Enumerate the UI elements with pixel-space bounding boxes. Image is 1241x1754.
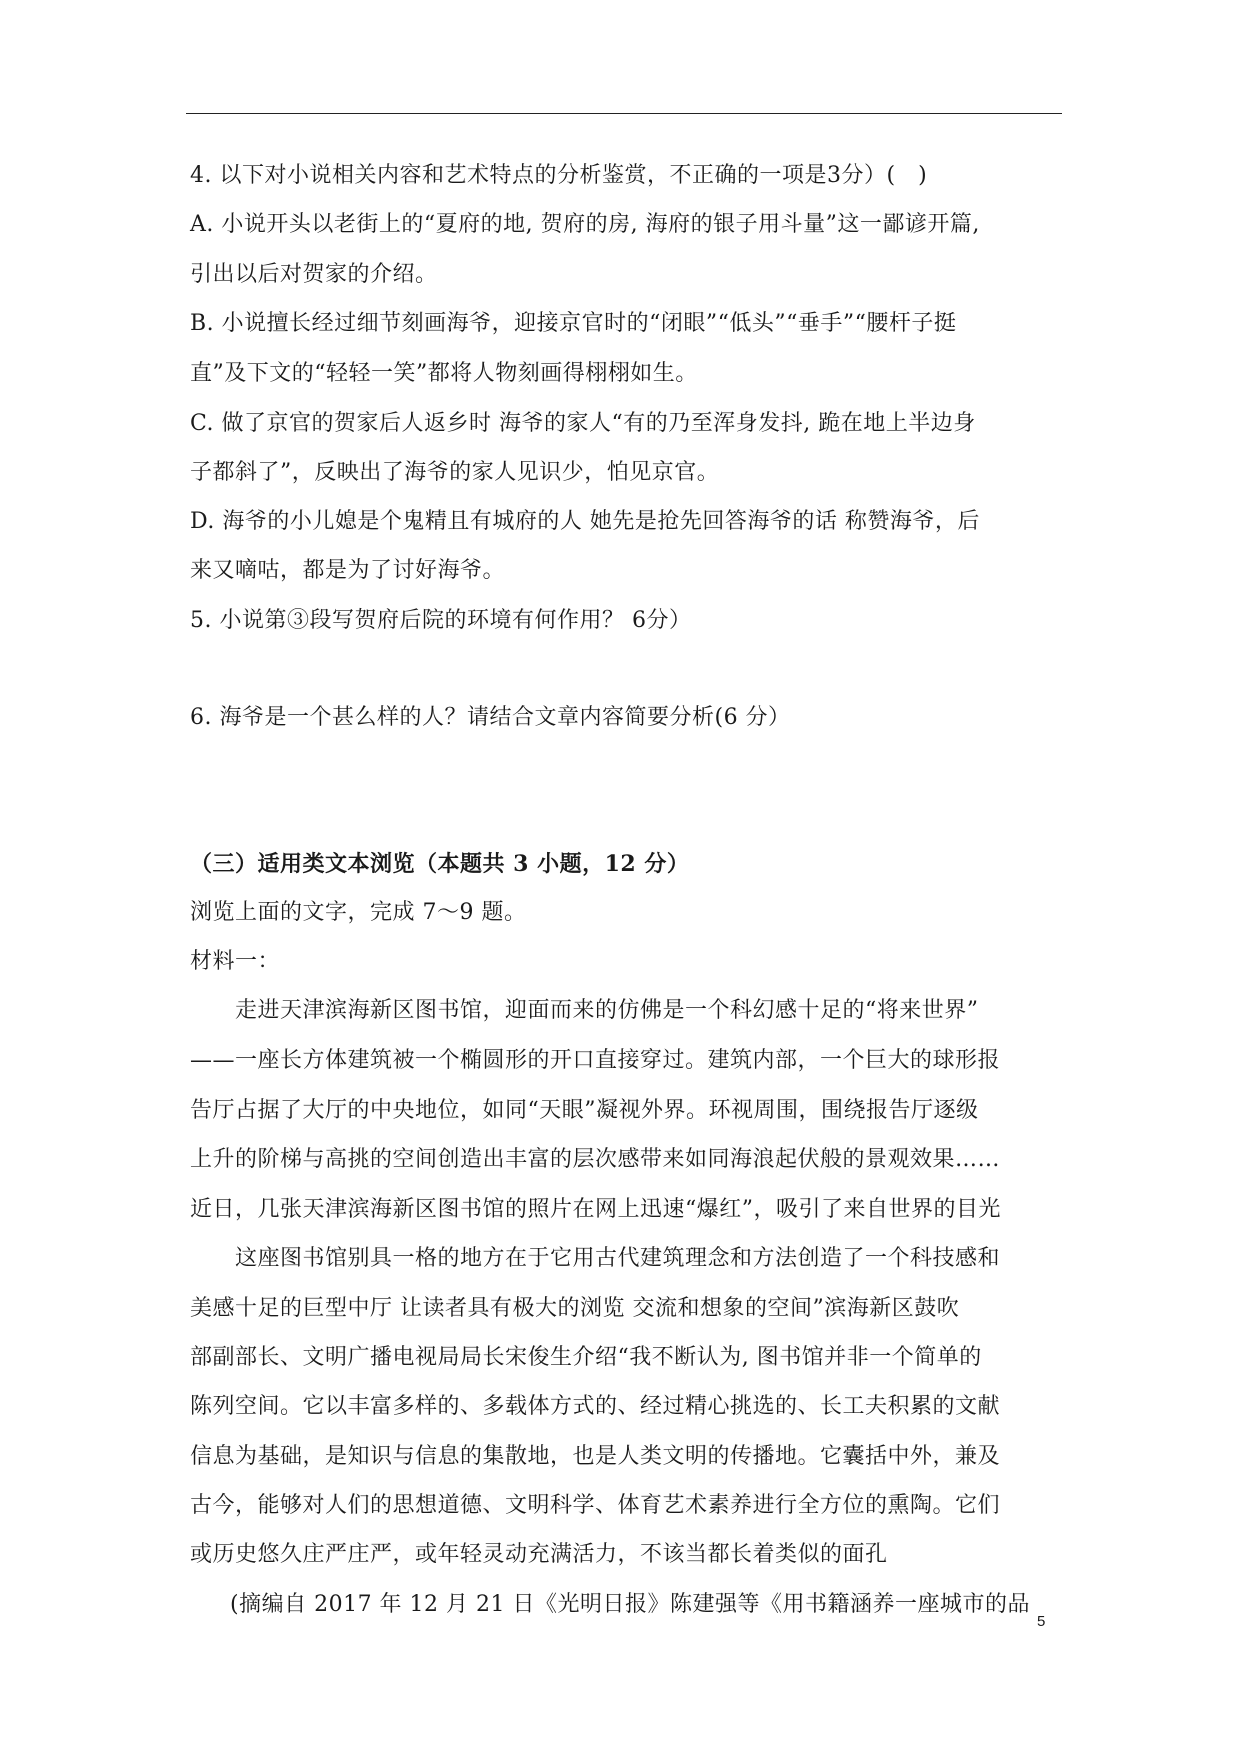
material-p2-line4: 陈列空间。它以丰富多样的、多载体方式的、经过精心挑选的、长工夫积累的文献 xyxy=(190,1394,1001,1419)
q4-option-c-line1: C. 做了京官的贺家后人返乡时 海爷的家人“有的乃至浑身发抖, 跪在地上半边身 xyxy=(190,411,976,436)
question-5: 5. 小说第③段写贺府后院的环境有何作用？ 6分） xyxy=(190,608,692,633)
q4-stem: 4. 以下对小说相关内容和艺术特点的分析鉴赏，不正确的一项是3分）( ) xyxy=(190,163,928,188)
material-p2-line5: 信息为基础，是知识与信息的集散地，也是人类文明的传播地。它囊括中外，兼及 xyxy=(190,1444,1001,1469)
material-p2-line2: 美感十足的巨型中厅 让读者具有极大的浏览 交流和想象的空间”滨海新区鼓吹 xyxy=(190,1296,960,1321)
material-p1-line4: 上升的阶梯与高挑的空间创造出丰富的层次感带来如同海浪起伏般的景观效果…… xyxy=(190,1147,1001,1172)
section-heading: （三）适用类文本浏览（本题共 3 小题，12 分） xyxy=(190,851,690,877)
material-p1-line2: ——一座长方体建筑被一个椭圆形的开口直接穿过。建筑内部，一个巨大的球形报 xyxy=(190,1048,1001,1073)
q4-option-d-line2: 来又嘀咕，都是为了讨好海爷。 xyxy=(190,558,506,583)
q4-option-a-line2: 引出以后对贺家的介绍。 xyxy=(190,262,438,287)
q4-option-b-line2: 直”及下文的“轻轻一笑”都将人物刻画得栩栩如生。 xyxy=(190,361,698,386)
material-label: 材料一： xyxy=(190,949,281,974)
q4-option-b-line1: B. 小说擅长经过细节刻画海爷，迎接京官时的“闭眼”“低头”“垂手”“腰杆子挺 xyxy=(190,311,957,336)
material-p1-line1: 走进天津滨海新区图书馆，迎面而来的仿佛是一个科幻感十足的“将来世界” xyxy=(235,998,979,1023)
material-p1-line5: 近日，几张天津滨海新区图书馆的照片在网上迅速“爆红”，吸引了来自世界的目光 xyxy=(190,1197,1001,1222)
material-p2-line6: 古今，能够对人们的思想道德、文明科学、体育艺术素养进行全方位的熏陶。它们 xyxy=(190,1493,1001,1518)
question-6: 6. 海爷是一个甚么样的人？请结合文章内容简要分析(6 分） xyxy=(190,705,791,730)
material-source: (摘编自 2017 年 12 月 21 日《光明日报》陈建强等《用书籍涵养一座城市的品 xyxy=(230,1592,1031,1617)
q4-option-c-line2: 子都斜了”，反映出了海爷的家人见识少，怕见京官。 xyxy=(190,460,720,485)
material-p2-line3: 部副部长、文明广播电视局局长宋俊生介绍“我不断认为, 图书馆并非一个简单的 xyxy=(190,1345,982,1370)
material-p1-line3: 告厅占据了大厅的中央地位，如同“天眼”凝视外界。环视周围，围绕报告厅逐级 xyxy=(190,1098,979,1123)
q4-option-d-line1: D. 海爷的小儿媳是个鬼精且有城府的人 她先是抢先回答海爷的话 称赞海爷，后 xyxy=(190,509,980,534)
header-rule xyxy=(186,113,1062,114)
page-number: 5 xyxy=(1037,1613,1046,1630)
material-p2-line1: 这座图书馆别具一格的地方在于它用古代建筑理念和方法创造了一个科技感和 xyxy=(235,1246,1001,1271)
section-instruction: 浏览上面的文字，完成 7～9 题。 xyxy=(190,900,527,925)
material-p2-line7: 或历史悠久庄严庄严，或年轻灵动充满活力，不该当都长着类似的面孔 xyxy=(190,1542,888,1567)
q4-option-a-line1: A. 小说开头以老街上的“夏府的地, 贺府的房, 海府的银子用斗量”这一鄙谚开篇, xyxy=(190,212,980,237)
